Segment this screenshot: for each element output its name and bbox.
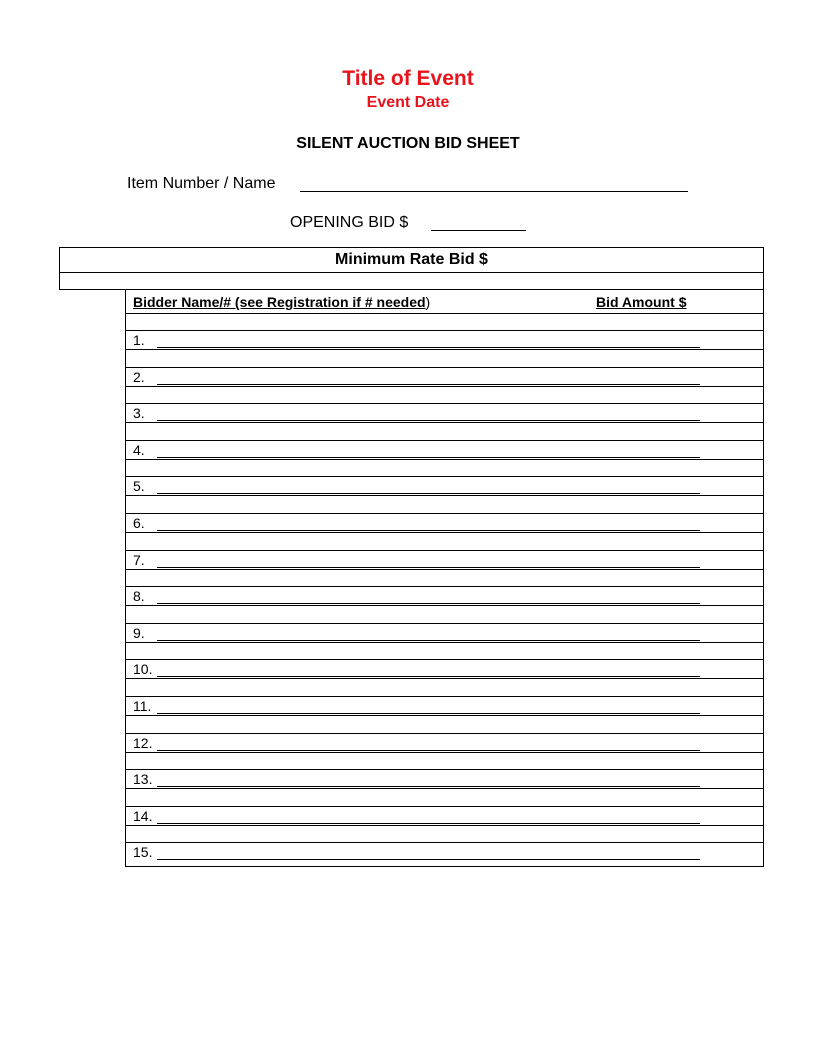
row-divider bbox=[126, 842, 764, 843]
bid-row-number: 11. bbox=[133, 698, 152, 714]
bid-row-entry-line[interactable] bbox=[157, 553, 700, 568]
header-divider bbox=[126, 313, 764, 314]
item-number-name-label: Item Number / Name bbox=[127, 175, 276, 192]
row-divider bbox=[126, 569, 764, 570]
row-divider bbox=[126, 623, 764, 624]
row-divider bbox=[126, 330, 764, 331]
event-title: Title of Event bbox=[342, 67, 474, 90]
bid-row-entry-line[interactable] bbox=[157, 516, 700, 531]
event-date: Event Date bbox=[366, 94, 450, 111]
bid-row-number: 3. bbox=[133, 405, 145, 421]
row-divider bbox=[126, 733, 764, 734]
bidder-name-header-close: ) bbox=[425, 294, 431, 310]
row-divider bbox=[126, 605, 764, 606]
bid-table bbox=[125, 290, 764, 867]
row-divider bbox=[126, 642, 764, 643]
bid-row-number: 8. bbox=[133, 588, 145, 604]
row-divider bbox=[126, 788, 764, 789]
bidder-name-header-text: Bidder Name/# (see Registration if # needed bbox=[133, 294, 426, 310]
bid-row-entry-line[interactable] bbox=[157, 845, 700, 860]
row-divider bbox=[126, 752, 764, 753]
row-divider bbox=[126, 550, 764, 551]
opening-bid-field[interactable] bbox=[431, 230, 526, 231]
bid-row-number: 2. bbox=[133, 369, 145, 385]
row-divider bbox=[126, 715, 764, 716]
bid-row-entry-line[interactable] bbox=[157, 772, 700, 787]
bid-row-number: 4. bbox=[133, 442, 145, 458]
bidder-name-header bbox=[133, 294, 430, 310]
row-divider bbox=[126, 678, 764, 679]
minimum-rate-bid-box bbox=[59, 247, 764, 290]
bid-row-number: 1. bbox=[133, 332, 145, 348]
opening-bid-label: OPENING BID $ bbox=[290, 214, 409, 231]
row-divider bbox=[126, 476, 764, 477]
row-divider bbox=[126, 769, 764, 770]
item-number-name-field[interactable] bbox=[300, 191, 688, 192]
bid-row-entry-line[interactable] bbox=[157, 479, 700, 494]
bid-row-number: 14. bbox=[133, 808, 153, 824]
bid-row-number: 6. bbox=[133, 515, 145, 531]
minimum-rate-bid-label: Minimum Rate Bid $ bbox=[60, 248, 763, 273]
bid-row-entry-line[interactable] bbox=[157, 662, 700, 677]
row-divider bbox=[126, 659, 764, 660]
bid-row-entry-line[interactable] bbox=[157, 736, 700, 751]
row-divider bbox=[126, 459, 764, 460]
bid-row-entry-line[interactable] bbox=[157, 443, 700, 458]
row-divider bbox=[126, 403, 764, 404]
row-divider bbox=[126, 422, 764, 423]
sheet-title: SILENT AUCTION BID SHEET bbox=[296, 135, 520, 152]
row-divider bbox=[126, 440, 764, 441]
bid-row-entry-line[interactable] bbox=[157, 699, 700, 714]
bid-row-number: 5. bbox=[133, 478, 145, 494]
bid-amount-header: Bid Amount $ bbox=[596, 294, 687, 310]
bid-row-number: 13. bbox=[133, 771, 153, 787]
bid-row-entry-line[interactable] bbox=[157, 333, 700, 348]
bid-row-number: 15. bbox=[133, 844, 153, 860]
bid-row-entry-line[interactable] bbox=[157, 370, 700, 385]
bid-row-number: 9. bbox=[133, 625, 145, 641]
bid-row-entry-line[interactable] bbox=[157, 626, 700, 641]
bid-row-entry-line[interactable] bbox=[157, 809, 700, 824]
row-divider bbox=[126, 825, 764, 826]
row-divider bbox=[126, 367, 764, 368]
row-divider bbox=[126, 349, 764, 350]
row-divider bbox=[126, 386, 764, 387]
row-divider bbox=[126, 586, 764, 587]
row-divider bbox=[126, 806, 764, 807]
minimum-rate-bid-field[interactable] bbox=[60, 273, 763, 290]
row-divider bbox=[126, 513, 764, 514]
row-divider bbox=[126, 532, 764, 533]
bid-row-entry-line[interactable] bbox=[157, 406, 700, 421]
row-divider bbox=[126, 696, 764, 697]
bid-row-number: 7. bbox=[133, 552, 145, 568]
bid-row-number: 12. bbox=[133, 735, 153, 751]
bid-row-number: 10. bbox=[133, 661, 153, 677]
row-divider bbox=[126, 495, 764, 496]
bid-row-entry-line[interactable] bbox=[157, 589, 700, 604]
